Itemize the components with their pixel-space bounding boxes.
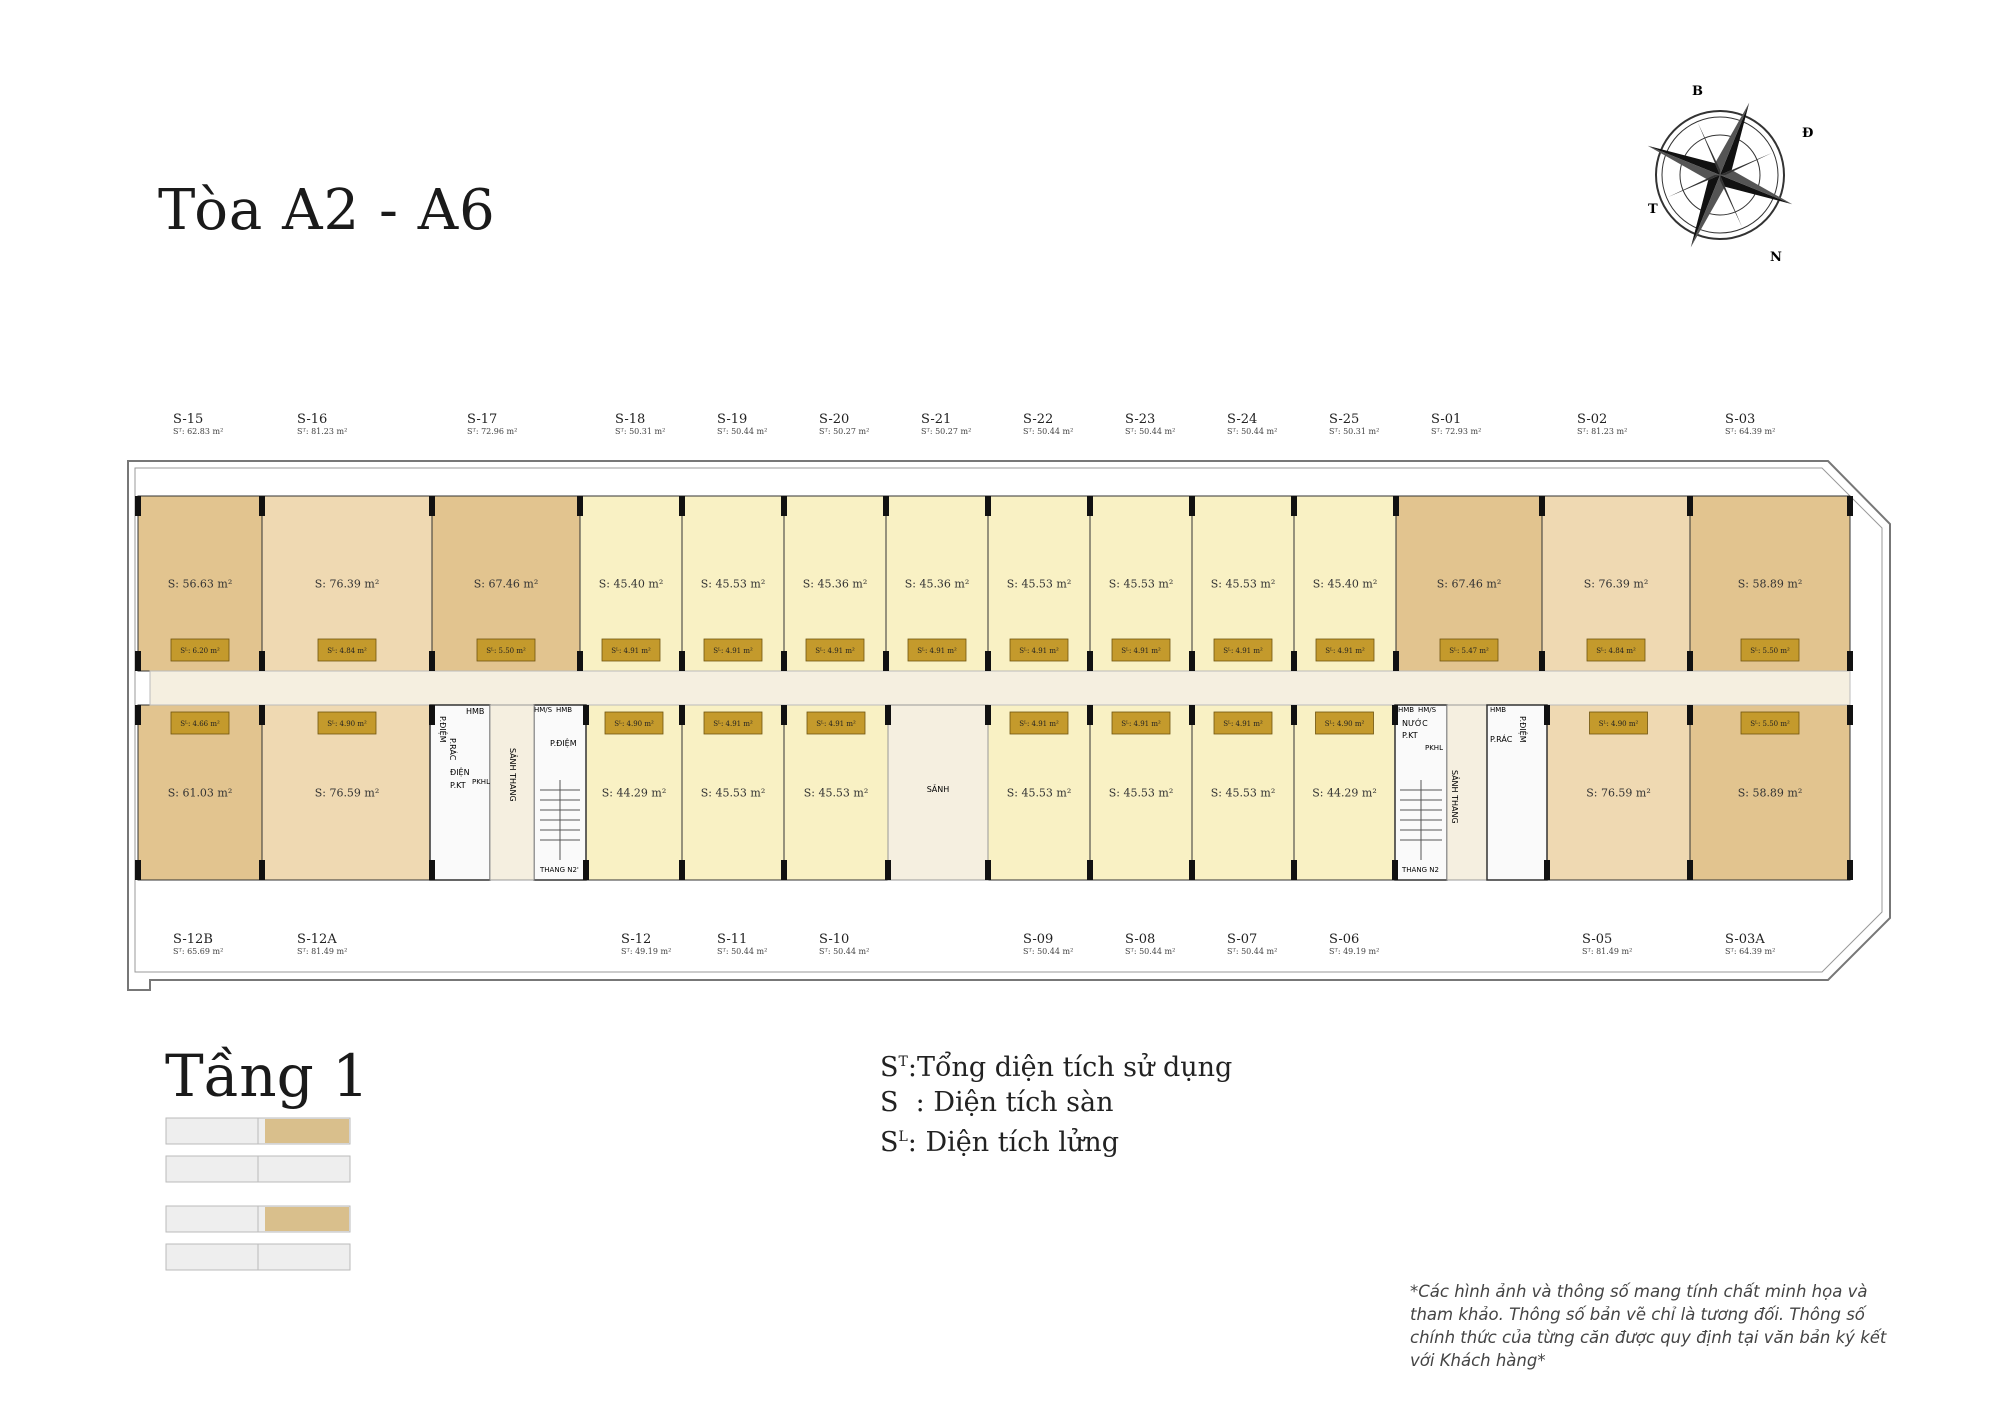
room-label-hmb-right: HMB xyxy=(1398,706,1415,714)
unit-total-area: Sᵀ: 50.44 m² xyxy=(1125,947,1176,956)
wall-pier xyxy=(1393,496,1399,516)
unit-code: S-09 xyxy=(1023,932,1054,947)
wall-pier xyxy=(1291,860,1297,880)
legend-row-total: $S^T:Tổng$ diện tích sử dụng xyxy=(880,1052,1233,1083)
wall-pier xyxy=(781,705,787,725)
wall-pier xyxy=(679,651,685,671)
bottom-unit-floor-area: S: 58.89 m² xyxy=(1737,786,1803,800)
disclaimer-note: *Các hình ảnh và thông số mang tính chất minh họa và tham khảo. Thông số bản vẽ chỉ là tương đối. Thông số chính thức của từng căn được quy định tại văn bản ký kết với Khách hàng* xyxy=(1410,1282,1887,1370)
wall-pier xyxy=(781,651,787,671)
wall-pier xyxy=(1392,705,1398,725)
wall-pier xyxy=(135,705,141,725)
compass-south-label: N xyxy=(1770,250,1782,265)
top-mezzanine-area: Sᴸ: 4.91 m² xyxy=(1019,647,1059,655)
wall-pier xyxy=(1392,860,1398,880)
top-unit-floor-area: S: 45.53 m² xyxy=(700,577,766,591)
unit-code: S-05 xyxy=(1582,932,1613,947)
top-unit-floor-area: S: 45.53 m² xyxy=(1006,577,1072,591)
bottom-mezzanine-area: Sᴸ: 5.50 m² xyxy=(1750,720,1790,728)
wall-pier xyxy=(577,651,583,671)
top-mezzanine-area: Sᴸ: 4.91 m² xyxy=(713,647,753,655)
unit-total-area: Sᵀ: 81.23 m² xyxy=(1577,427,1628,436)
unit-code: S-12B xyxy=(173,932,213,947)
compass-east-label: Đ xyxy=(1802,126,1814,141)
top-unit-label-s-17 xyxy=(467,412,567,436)
bottom-unit-floor-area: S: 76.59 m² xyxy=(1586,786,1651,800)
bottom-mezzanine-area: Sᴸ: 4.90 m² xyxy=(614,720,654,728)
corridor xyxy=(150,671,1850,705)
bottom-unit-floor-area: S: 76.59 m² xyxy=(314,786,380,800)
wall-pier xyxy=(985,496,991,516)
unit-code: S-06 xyxy=(1329,932,1360,947)
wall-pier xyxy=(1291,651,1297,671)
top-unit-floor-area: S: 76.39 m² xyxy=(1583,577,1649,591)
bottom-mezzanine-area: Sᴸ: 4.91 m² xyxy=(1019,720,1059,728)
wall-pier xyxy=(1687,705,1693,725)
unit-total-area: Sᵀ: 49.19 m² xyxy=(1329,947,1380,956)
top-mezzanine-area: Sᴸ: 4.91 m² xyxy=(1121,647,1161,655)
top-unit-label-s-23 xyxy=(1125,412,1225,436)
bottom-unit-label-s-11 xyxy=(717,932,817,956)
bottom-mezzanine-area: Sᴸ: 4.90 m² xyxy=(327,720,367,728)
room-label-hms-right: HM/S xyxy=(1418,706,1437,714)
wall-pier xyxy=(259,705,265,725)
wall-pier xyxy=(135,651,141,671)
unit-total-area: Sᵀ: 50.44 m² xyxy=(1125,427,1176,436)
wall-pier xyxy=(1393,651,1399,671)
wall-pier xyxy=(1087,651,1093,671)
wall-pier xyxy=(781,860,787,880)
top-unit-floor-area: S: 76.39 m² xyxy=(314,577,380,591)
unit-code: S-20 xyxy=(819,412,850,427)
unit-total-area: Sᵀ: 50.27 m² xyxy=(819,427,870,436)
wall-pier xyxy=(259,860,265,880)
top-mezzanine-area: Sᴸ: 4.84 m² xyxy=(1596,647,1636,655)
wall-pier xyxy=(1539,651,1545,671)
wall-pier xyxy=(1189,651,1195,671)
wall-pier xyxy=(985,705,991,725)
room-label-pkt-left: P.KT xyxy=(450,781,466,790)
bottom-mezzanine-area: Sᴸ: 4.91 m² xyxy=(816,720,856,728)
wall-pier xyxy=(1189,860,1195,880)
unit-total-area: Sᵀ: 50.31 m² xyxy=(615,427,666,436)
unit-code: S-24 xyxy=(1227,412,1258,427)
unit-total-area: Sᵀ: 72.96 m² xyxy=(467,427,518,436)
bottom-unit-label-s-10 xyxy=(819,932,919,956)
wall-pier xyxy=(583,860,589,880)
top-mezzanine-area: Sᴸ: 4.91 m² xyxy=(917,647,957,655)
wall-pier xyxy=(883,651,889,671)
wall-pier xyxy=(1687,651,1693,671)
wall-pier xyxy=(1847,496,1853,516)
wall-pier xyxy=(1687,860,1693,880)
bottom-unit-floor-area: S: 45.53 m² xyxy=(700,786,766,800)
top-mezzanine-area: Sᴸ: 4.84 m² xyxy=(327,647,367,655)
bottom-unit-label-s-05 xyxy=(1582,932,1682,956)
wall-pier xyxy=(1291,496,1297,516)
unit-code: S-07 xyxy=(1227,932,1258,947)
room-label-pkhl-right: PKHL xyxy=(1425,744,1443,752)
legend-row-mezz: $S^L$: Diện tích lửng xyxy=(880,1127,1119,1158)
room-label-dien-left: ĐIỆN xyxy=(450,768,470,777)
top-unit-label-s-22 xyxy=(1023,412,1123,436)
lobby-label: SẢNH xyxy=(926,785,950,794)
top-unit-floor-area: S: 45.36 m² xyxy=(802,577,868,591)
unit-code: S-01 xyxy=(1431,412,1462,427)
compass-north-label: B xyxy=(1692,84,1703,99)
top-mezzanine-area: Sᴸ: 5.50 m² xyxy=(486,647,526,655)
wall-pier xyxy=(1189,496,1195,516)
top-unit-floor-area: S: 45.53 m² xyxy=(1108,577,1174,591)
unit-total-area: Sᵀ: 62.83 m² xyxy=(173,427,224,436)
bottom-mezzanine-area: Sᴸ: 4.91 m² xyxy=(1223,720,1263,728)
unit-code: S-21 xyxy=(921,412,952,427)
wall-pier xyxy=(1189,705,1195,725)
bottom-unit-floor-area: S: 61.03 m² xyxy=(167,786,233,800)
unit-total-area: Sᵀ: 50.31 m² xyxy=(1329,427,1380,436)
top-mezzanine-area: Sᴸ: 4.91 m² xyxy=(1325,647,1365,655)
unit-code: S-12A xyxy=(297,932,337,947)
wall-pier xyxy=(885,705,891,725)
wall-pier xyxy=(135,496,141,516)
unit-total-area: Sᵀ: 81.23 m² xyxy=(297,427,348,436)
wall-pier xyxy=(679,496,685,516)
top-unit-label-s-19 xyxy=(717,412,817,436)
wall-pier xyxy=(259,651,265,671)
bottom-mezzanine-area: Sᴸ: 4.91 m² xyxy=(1121,720,1161,728)
unit-code: S-11 xyxy=(717,932,748,947)
bottom-unit-label-s-12 xyxy=(621,932,721,956)
unit-code: S-22 xyxy=(1023,412,1054,427)
unit-total-area: Sᵀ: 50.44 m² xyxy=(1023,947,1074,956)
top-unit-floor-area: S: 67.46 m² xyxy=(473,577,539,591)
bottom-mezzanine-area: Sᴸ: 4.90 m² xyxy=(1598,720,1639,728)
service-core-right xyxy=(1395,705,1547,880)
unit-total-area: Sᵀ: 65.69 m² xyxy=(173,947,224,956)
wall-pier xyxy=(429,496,435,516)
bottom-unit-label-s-03a xyxy=(1725,932,1825,956)
unit-total-area: Sᵀ: 50.44 m² xyxy=(717,427,768,436)
wall-pier xyxy=(1847,651,1853,671)
top-mezzanine-area: Sᴸ: 4.91 m² xyxy=(815,647,855,655)
wall-pier xyxy=(679,705,685,725)
top-unit-label-s-24 xyxy=(1227,412,1327,436)
unit-code: S-03A xyxy=(1725,932,1765,947)
wall-pier xyxy=(885,860,891,880)
wall-pier xyxy=(883,496,889,516)
wall-pier xyxy=(135,860,141,880)
bottom-unit-floor-area: S: 45.53 m² xyxy=(803,786,869,800)
key-plan xyxy=(160,1112,360,1282)
top-unit-label-s-15 xyxy=(173,412,273,436)
top-unit-floor-area: S: 45.40 m² xyxy=(598,577,664,591)
unit-total-area: Sᵀ: 64.39 m² xyxy=(1725,427,1776,436)
bottom-mezzanine-area: Sᴸ: 4.91 m² xyxy=(713,720,753,728)
bottom-unit-label-s-12b xyxy=(173,932,273,956)
unit-code: S-23 xyxy=(1125,412,1156,427)
top-unit-label-s-20 xyxy=(819,412,919,436)
bottom-unit-label-s-06 xyxy=(1329,932,1429,956)
compass-west-label: T xyxy=(1648,202,1658,217)
wall-pier xyxy=(1087,860,1093,880)
building-title: Tòa A2 - A6 xyxy=(158,178,496,243)
room-label-hmb-left: HMB xyxy=(466,707,485,716)
top-unit-label-s-02 xyxy=(1577,412,1677,436)
top-unit-label-s-25 xyxy=(1329,412,1429,436)
top-unit-floor-area: S: 45.40 m² xyxy=(1312,577,1378,591)
top-mezzanine-area: Sᴸ: 4.91 m² xyxy=(1223,647,1263,655)
unit-total-area: Sᵀ: 72.93 m² xyxy=(1431,427,1482,436)
wall-pier xyxy=(985,860,991,880)
unit-total-area: Sᵀ: 50.44 m² xyxy=(717,947,768,956)
service-core-left xyxy=(430,705,586,880)
wall-pier xyxy=(429,705,435,725)
bottom-unit-floor-area: S: 44.29 m² xyxy=(1312,786,1377,800)
top-unit-floor-area: S: 45.53 m² xyxy=(1210,577,1276,591)
top-unit-label-s-18 xyxy=(615,412,715,436)
unit-code: S-12 xyxy=(621,932,652,947)
top-mezzanine-area: Sᴸ: 5.47 m² xyxy=(1449,647,1489,655)
wall-pier xyxy=(1847,860,1853,880)
legend-row-floor: S : Diện tích sàn xyxy=(880,1087,1114,1118)
room-label-hmb-left-2: HMB xyxy=(556,706,573,714)
unit-code: S-03 xyxy=(1725,412,1756,427)
bottom-mezzanine-area: Sᴸ: 4.66 m² xyxy=(180,720,220,728)
bottom-mezzanine-area: Sᴸ: 4.90 m² xyxy=(1324,720,1365,728)
room-label-pkt-right: P.KT xyxy=(1402,731,1418,740)
wall-pier xyxy=(583,705,589,725)
top-mezzanine-area: Sᴸ: 6.20 m² xyxy=(180,647,220,655)
unit-total-area: Sᵀ: 50.44 m² xyxy=(819,947,870,956)
floor-title: Tầng 1 xyxy=(165,1042,370,1110)
unit-total-area: Sᵀ: 64.39 m² xyxy=(1725,947,1776,956)
unit-total-area: Sᵀ: 50.44 m² xyxy=(1227,947,1278,956)
unit-code: S-18 xyxy=(615,412,646,427)
wall-pier xyxy=(429,860,435,880)
unit-total-area: Sᵀ: 50.27 m² xyxy=(921,427,972,436)
top-unit-label-s-01 xyxy=(1431,412,1531,436)
top-unit-label-s-16 xyxy=(297,412,397,436)
top-unit-label-s-21 xyxy=(921,412,1021,436)
wall-pier xyxy=(1087,705,1093,725)
unit-code: S-15 xyxy=(173,412,204,427)
top-unit-floor-area: S: 45.36 m² xyxy=(904,577,970,591)
room-label-thang-left: THANG N2' xyxy=(540,866,579,874)
room-label-prac-left: P.RÁC xyxy=(448,738,457,761)
wall-pier xyxy=(1847,705,1853,725)
key-plan-block-1 xyxy=(166,1118,350,1182)
room-label-prac-right: P.RÁC xyxy=(1490,735,1513,744)
unit-total-area: Sᵀ: 50.44 m² xyxy=(1023,427,1074,436)
unit-code: S-19 xyxy=(717,412,748,427)
room-label-pkhl-left: PKHL xyxy=(472,778,490,786)
unit-total-area: Sᵀ: 81.49 m² xyxy=(1582,947,1633,956)
unit-total-area: Sᵀ: 49.19 m² xyxy=(621,947,672,956)
room-label-pdiem-left-2: P.ĐIỆM xyxy=(550,739,577,748)
wall-pier xyxy=(1539,496,1545,516)
bottom-unit-label-s-08 xyxy=(1125,932,1225,956)
unit-code: S-25 xyxy=(1329,412,1360,427)
bottom-unit-floor-area: S: 44.29 m² xyxy=(601,786,667,800)
unit-code: S-02 xyxy=(1577,412,1608,427)
top-mezzanine-area: Sᴸ: 4.91 m² xyxy=(611,647,651,655)
wall-pier xyxy=(259,496,265,516)
room-label-pdiem-left: P.ĐIỆM xyxy=(438,716,447,743)
room-label-thang-right: THANG N2 xyxy=(1402,866,1439,874)
top-unit-label-s-03 xyxy=(1725,412,1825,436)
unit-total-area: Sᵀ: 81.49 m² xyxy=(297,947,348,956)
room-label-sanh-thang-left: SẢNH THANG xyxy=(508,748,517,802)
wall-pier xyxy=(781,496,787,516)
unit-code: S-17 xyxy=(467,412,498,427)
bottom-unit-label-s-09 xyxy=(1023,932,1123,956)
room-label-pdiem-right: P.ĐIỆM xyxy=(1518,716,1527,743)
room-label-sanh-thang-right: SẢNH THANG xyxy=(1450,770,1459,824)
room-label-hms-left: HM/S xyxy=(534,706,553,714)
bottom-unit-label-s-12a xyxy=(297,932,397,956)
unit-code: S-16 xyxy=(297,412,328,427)
wall-pier xyxy=(429,651,435,671)
room-label-nuoc-right: NƯỚC xyxy=(1402,719,1428,728)
bottom-unit-label-s-07 xyxy=(1227,932,1327,956)
legend xyxy=(880,1045,1232,1160)
top-unit-floor-area: S: 56.63 m² xyxy=(167,577,233,591)
wall-pier xyxy=(577,496,583,516)
bottom-unit-floor-area: S: 45.53 m² xyxy=(1210,786,1276,800)
wall-pier xyxy=(985,651,991,671)
top-unit-floor-area: S: 58.89 m² xyxy=(1737,577,1803,591)
wall-pier xyxy=(1291,705,1297,725)
wall-pier xyxy=(679,860,685,880)
unit-code: S-10 xyxy=(819,932,850,947)
wall-pier xyxy=(1544,860,1550,880)
top-mezzanine-area: Sᴸ: 5.50 m² xyxy=(1750,647,1790,655)
top-unit-floor-area: S: 67.46 m² xyxy=(1436,577,1502,591)
room-label-hmb-right-2: HMB xyxy=(1490,706,1507,714)
wall-pier xyxy=(1687,496,1693,516)
key-plan-block-2 xyxy=(166,1206,350,1270)
bottom-unit-floor-area: S: 45.53 m² xyxy=(1108,786,1174,800)
wall-pier xyxy=(1544,705,1550,725)
bottom-unit-floor-area: S: 45.53 m² xyxy=(1006,786,1072,800)
unit-code: S-08 xyxy=(1125,932,1156,947)
unit-total-area: Sᵀ: 50.44 m² xyxy=(1227,427,1278,436)
wall-pier xyxy=(1087,496,1093,516)
